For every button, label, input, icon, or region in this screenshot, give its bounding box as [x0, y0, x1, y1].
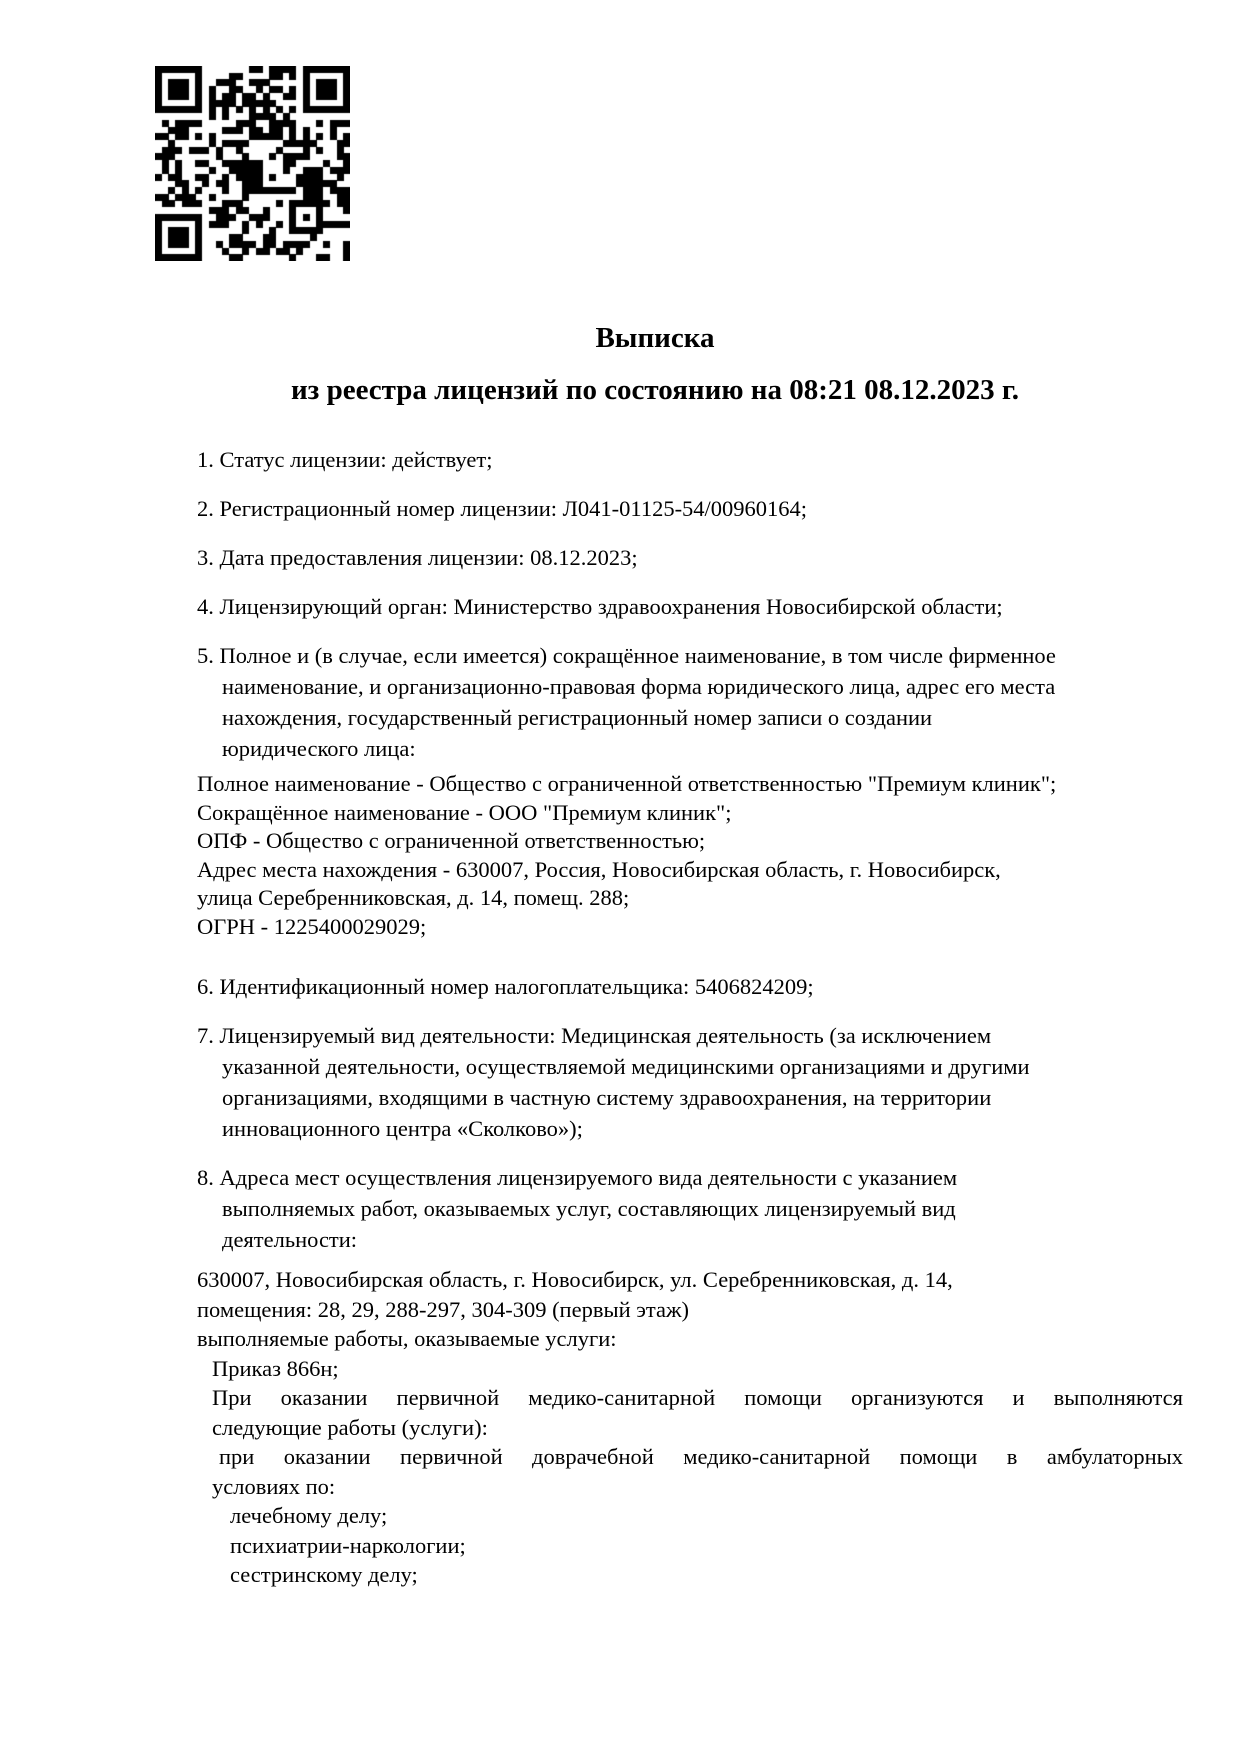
doc-line: следующие работы (услуги):: [212, 1414, 488, 1440]
doc-line: 8. Адреса мест осуществления лицензируемого вида деятельности с указанием: [197, 1165, 958, 1190]
doc-line: При оказании первичной медико-санитарной помощи организуются и выполняются: [212, 1385, 1183, 1410]
doc-line: юридического лица:: [222, 736, 416, 761]
doc-line: указанной деятельности, осуществляемой медицинскими организациями и другими: [222, 1054, 1030, 1079]
doc-line: психиатрии-наркологии;: [230, 1532, 466, 1558]
doc-line: Сокращённое наименование - ООО "Премиум клиник";: [197, 799, 732, 825]
item-4-licensing-authority: [197, 591, 1183, 622]
address-services-block: [197, 1265, 1183, 1590]
doc-line: 6. Идентификационный номер налогоплательщика: 5406824209;: [197, 974, 814, 999]
item-3-grant-date: [197, 542, 1183, 573]
item-5-entity-heading: [197, 640, 1183, 764]
doc-line: деятельности:: [222, 1227, 358, 1252]
doc-line: выполняемые работы, оказываемые услуги:: [197, 1326, 617, 1351]
item-2-registration-number: [197, 493, 1183, 524]
qr-code: [155, 66, 350, 261]
doc-line: сестринскому делу;: [230, 1562, 418, 1587]
doc-line: 3. Дата предоставления лицензии: 08.12.2023;: [197, 545, 638, 570]
item-6-taxpayer-number: [197, 971, 1183, 1002]
item-1-license-status: [197, 444, 1183, 475]
doc-line: 2. Регистрационный номер лицензии: Л041-01125-54/00960164;: [197, 496, 808, 521]
doc-line: Адрес места нахождения - 630007, Россия, Новосибирская область, г. Новосибирск,: [197, 856, 1001, 882]
doc-line: ОГРН - 1225400029029;: [197, 913, 427, 939]
doc-line: улица Серебренниковская, д. 14, помещ. 288;: [197, 885, 630, 910]
doc-line: выполняемых работ, оказываемых услуг, составляющих лицензируемый вид: [222, 1196, 956, 1221]
title-line-1: Выписка: [595, 322, 715, 354]
doc-line: 1. Статус лицензии: действует;: [197, 447, 493, 472]
item-7-licensed-activity: [197, 1020, 1183, 1144]
doc-line: Полное наименование - Общество с ограниченной ответственностью "Премиум клиник";: [197, 771, 1057, 796]
doc-line: ОПФ - Общество с ограниченной ответственностью;: [197, 828, 706, 853]
doc-line: помещения: 28, 29, 288-297, 304-309 (первый этаж): [197, 1296, 690, 1322]
doc-line: инновационного центра «Сколково»);: [222, 1116, 583, 1141]
doc-line: 4. Лицензирующий орган: Министерство здравоохранения Новосибирской области;: [197, 594, 1003, 619]
doc-line: 630007, Новосибирская область, г. Новосибирск, ул. Серебренниковская, д. 14,: [197, 1267, 953, 1292]
doc-line: 7. Лицензируемый вид деятельности: Медицинская деятельность (за исключением: [197, 1023, 992, 1048]
doc-line: наименование, и организационно-правовая форма юридического лица, адрес его места: [222, 674, 1056, 699]
document-body: [197, 444, 1183, 1590]
doc-line: 5. Полное и (в случае, если имеется) сокращённое наименование, в том числе фирменное: [197, 643, 1056, 668]
document-content: [197, 261, 1183, 1590]
doc-line: условиях по:: [212, 1473, 336, 1499]
doc-line: лечебному делу;: [230, 1503, 388, 1528]
document-title: [197, 321, 1113, 408]
doc-line: Приказ 866н;: [212, 1355, 339, 1381]
legal-entity-block: [197, 770, 1183, 941]
doc-line: при оказании первичной доврачебной медико-санитарной помощи в амбулаторных: [219, 1444, 1183, 1469]
title-line-2: из реестра лицензий по состоянию на 08:21 08.12.2023 г.: [290, 374, 1020, 406]
doc-line: нахождения, государственный регистрационный номер записи о создании: [222, 705, 933, 730]
item-8-activity-addresses-heading: [197, 1162, 1183, 1255]
doc-line: организациями, входящими в частную систему здравоохранения, на территории: [222, 1085, 992, 1110]
